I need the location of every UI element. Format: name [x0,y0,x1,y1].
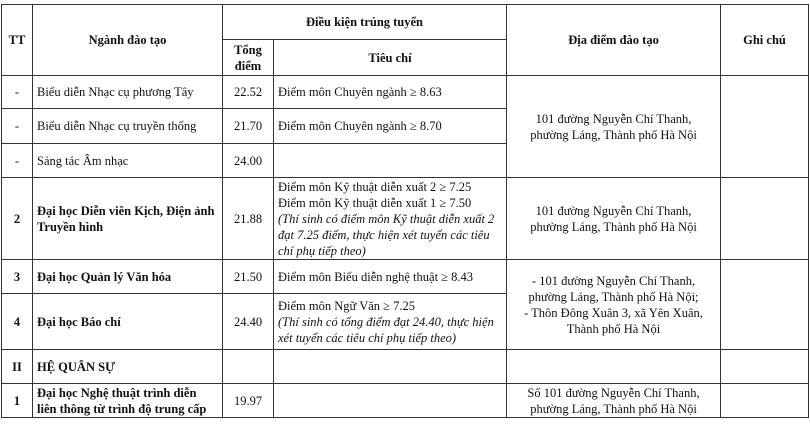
row-program: Đại học Nghệ thuật trình diễn liên thông từ trình độ trung cấp [33,384,223,418]
header-location: Địa điểm đào tạo [507,5,721,76]
empty-cell [274,350,507,384]
location-line: - 101 đường Nguyễn Chí Thanh, [531,273,696,288]
row-score: 24.00 [223,144,274,178]
location-line: Thành phố Hà Nội [566,321,661,336]
location-line: Số 101 đường Nguyễn Chí Thanh, [527,385,700,400]
row-score: 21.88 [223,178,274,260]
row-tt: 2 [2,178,33,260]
criteria-line: Điểm môn Chuyên ngành ≥ 8.63 [278,85,442,99]
header-program: Ngành đào tạo [33,5,223,76]
notes-cell [721,384,809,418]
header-row [2,5,809,40]
table-row [2,178,809,260]
empty-cell [223,350,274,384]
criteria-line: Điểm môn Kỹ thuật diễn xuất 1 ≥ 7.50 [278,195,472,210]
criteria-line: Điểm môn Biểu diễn nghệ thuật ≥ 8.43 [278,269,474,284]
location-line: phường Láng, Thành phố Hà Nội; [528,289,699,304]
row-tt: - [2,76,33,109]
row-score: 24.40 [223,294,274,350]
header-conditions: Điều kiện trúng tuyển [223,5,507,40]
section-row [2,350,809,384]
row-program: Biểu diễn Nhạc cụ phương Tây [33,76,223,109]
header-notes: Ghi chú [721,5,809,76]
header-total-score: Tổng điểm [223,40,274,76]
row-score: 21.50 [223,260,274,294]
table-row [2,76,809,109]
location-line: 101 đường Nguyễn Chí Thanh, [535,203,692,218]
location-line: 101 đường Nguyễn Chí Thanh, [535,111,692,126]
row-criteria [274,294,507,350]
row-program: Sáng tác Âm nhạc [33,144,223,178]
row-tt: - [2,109,33,144]
row-program: Đại học Báo chí [33,294,223,350]
table-row [2,384,809,418]
location-acting [507,178,721,260]
row-criteria [274,384,507,418]
row-program: Đại học Diễn viên Kịch, Điện ảnh Truyền hình [33,178,223,260]
notes-cell [721,260,809,350]
empty-cell [507,350,721,384]
section-tt: II [2,350,33,384]
notes-cell [721,178,809,260]
row-criteria [274,109,507,144]
row-criteria [274,260,507,294]
criteria-line: Điểm môn Kỹ thuật diễn xuất 2 ≥ 7.25 [278,179,472,194]
row-program: Biểu diễn Nhạc cụ truyền thống [33,109,223,144]
location-culture-press [507,260,721,350]
row-score: 22.52 [223,76,274,109]
location-music [507,76,721,178]
admissions-table [1,4,809,418]
notes-cell [721,76,809,178]
location-line: phường Láng, Thành phố Hà Nội [530,401,697,416]
criteria-note: (Thí sinh có điểm môn Kỹ thuật diễn xuất 2 đạt 7.25 điểm, thực hiện xét tuyển các tiêu chí phụ tiếp theo) [278,211,495,258]
row-tt: 1 [2,384,33,418]
row-tt: - [2,144,33,178]
notes-cell [721,350,809,384]
location-military [507,384,721,418]
row-tt: 3 [2,260,33,294]
location-line: phường Láng, Thành phố Hà Nội [530,127,697,142]
section-title: HỆ QUÂN SỰ [33,350,223,384]
row-criteria [274,76,507,109]
header-criteria: Tiêu chí [274,40,507,76]
row-tt: 4 [2,294,33,350]
criteria-line: Điểm môn Chuyên ngành ≥ 8.70 [278,119,442,133]
criteria-note: (Thí sinh có tổng điểm đạt 24.40, thực hiện xét tuyển các tiêu chí phụ tiếp theo) [278,314,494,345]
header-tt: TT [2,5,33,76]
row-score: 19.97 [223,384,274,418]
row-criteria [274,144,507,178]
location-line: phường Láng, Thành phố Hà Nội [530,219,697,234]
row-program: Đại học Quản lý Văn hóa [33,260,223,294]
row-score: 21.70 [223,109,274,144]
location-line: - Thôn Đông Xuân 3, xã Yên Xuân, [524,305,703,320]
criteria-line: Điểm môn Ngữ Văn ≥ 7.25 [278,298,416,313]
row-criteria [274,178,507,260]
table-row [2,260,809,294]
